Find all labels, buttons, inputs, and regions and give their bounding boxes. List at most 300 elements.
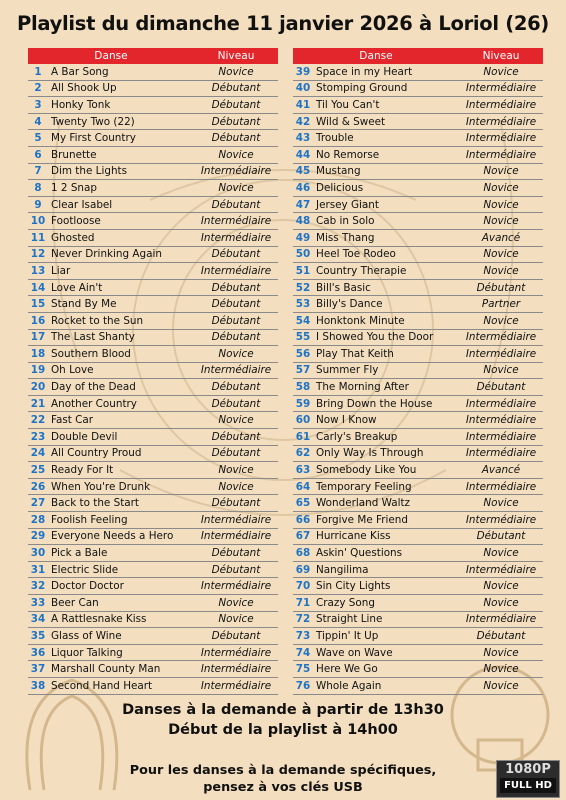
table-row xyxy=(28,528,278,545)
info-line-requests: Danses à la demande à partir de 13h30 xyxy=(122,702,444,718)
dance-name: Heel Toe Rodeo xyxy=(313,246,459,263)
dance-name: Wonderland Waltz xyxy=(313,495,459,512)
dance-name: Liar xyxy=(48,263,194,280)
dance-number: 5 xyxy=(28,130,48,147)
table-row xyxy=(28,462,278,479)
table-row xyxy=(293,196,543,213)
dance-level: Novice xyxy=(459,246,543,263)
usb-note xyxy=(0,762,566,796)
table-row xyxy=(293,644,543,661)
dance-name: A Bar Song xyxy=(48,64,194,80)
table-row xyxy=(293,213,543,230)
dance-number: 60 xyxy=(293,412,313,429)
table-body-right xyxy=(293,64,543,694)
table-row xyxy=(28,263,278,280)
dance-name: Nangilima xyxy=(313,561,459,578)
dance-level: Novice xyxy=(459,495,543,512)
column-header-level: Niveau xyxy=(194,48,278,64)
dance-number: 65 xyxy=(293,495,313,512)
dance-level: Intermédiaire xyxy=(459,113,543,130)
dance-name: Footloose xyxy=(48,213,194,230)
dance-level: Débutant xyxy=(194,545,278,562)
dance-name: 1 2 Snap xyxy=(48,180,194,197)
table-row xyxy=(28,661,278,678)
dance-number: 12 xyxy=(28,246,48,263)
dance-level: Novice xyxy=(194,595,278,612)
dance-level: Intermédiaire xyxy=(459,445,543,462)
dance-level: Novice xyxy=(194,146,278,163)
dance-number: 7 xyxy=(28,163,48,180)
dance-level: Débutant xyxy=(194,395,278,412)
badge-resolution: 1080P xyxy=(505,762,551,777)
dance-number: 22 xyxy=(28,412,48,429)
dance-level: Intermédiaire xyxy=(194,163,278,180)
table-row xyxy=(28,478,278,495)
table-row xyxy=(293,478,543,495)
dance-level: Novice xyxy=(459,677,543,694)
dance-number: 27 xyxy=(28,495,48,512)
dance-number: 54 xyxy=(293,312,313,329)
dance-name: Stand By Me xyxy=(48,296,194,313)
dance-number: 31 xyxy=(28,561,48,578)
dance-name: Honky Tonk xyxy=(48,97,194,114)
dance-level: Intermédiaire xyxy=(194,362,278,379)
dance-number: 42 xyxy=(293,113,313,130)
dance-level: Débutant xyxy=(194,495,278,512)
dance-number: 69 xyxy=(293,561,313,578)
dance-name: Ghosted xyxy=(48,229,194,246)
table-row xyxy=(293,346,543,363)
dance-number: 25 xyxy=(28,462,48,479)
dance-number: 9 xyxy=(28,196,48,213)
table-row xyxy=(28,180,278,197)
dance-name: Wild & Sweet xyxy=(313,113,459,130)
dance-number: 20 xyxy=(28,379,48,396)
dance-number: 68 xyxy=(293,545,313,562)
dance-level: Novice xyxy=(459,180,543,197)
dance-level: Débutant xyxy=(194,113,278,130)
dance-name: Stomping Ground xyxy=(313,80,459,97)
dance-number: 13 xyxy=(28,263,48,280)
dance-level: Débutant xyxy=(194,130,278,147)
dance-level: Avancé xyxy=(459,462,543,479)
dance-name: Somebody Like You xyxy=(313,462,459,479)
dance-name: Dim the Lights xyxy=(48,163,194,180)
dance-name: Billy's Dance xyxy=(313,296,459,313)
table-row xyxy=(293,628,543,645)
dance-name: Askin' Questions xyxy=(313,545,459,562)
dance-level: Débutant xyxy=(194,329,278,346)
dance-name: Tippin' It Up xyxy=(313,628,459,645)
dance-level: Intermédiaire xyxy=(194,512,278,529)
dance-number: 66 xyxy=(293,512,313,529)
dance-level: Débutant xyxy=(459,628,543,645)
dance-name: Cab in Solo xyxy=(313,213,459,230)
dance-level: Débutant xyxy=(194,429,278,446)
table-row xyxy=(293,429,543,446)
table-row xyxy=(293,279,543,296)
dance-level: Débutant xyxy=(194,628,278,645)
table-row xyxy=(293,296,543,313)
dance-level: Intermédiaire xyxy=(194,229,278,246)
dance-level: Novice xyxy=(459,578,543,595)
table-row xyxy=(28,445,278,462)
dance-level: Novice xyxy=(194,478,278,495)
dance-name: Pick a Bale xyxy=(48,545,194,562)
dance-level: Novice xyxy=(194,412,278,429)
dance-level: Débutant xyxy=(194,379,278,396)
dance-number: 34 xyxy=(28,611,48,628)
dance-number: 72 xyxy=(293,611,313,628)
dance-level: Intermédiaire xyxy=(194,677,278,694)
dance-name: Forgive Me Friend xyxy=(313,512,459,529)
dance-level: Novice xyxy=(459,163,543,180)
badge-label: FULL HD xyxy=(500,778,556,793)
dance-name: Sin City Lights xyxy=(313,578,459,595)
table-row xyxy=(293,512,543,529)
dance-name: Delicious xyxy=(313,180,459,197)
dance-level: Débutant xyxy=(194,97,278,114)
table-row xyxy=(28,113,278,130)
table-row xyxy=(293,312,543,329)
table-row xyxy=(28,644,278,661)
table-row xyxy=(28,80,278,97)
dance-number: 2 xyxy=(28,80,48,97)
dance-number: 49 xyxy=(293,229,313,246)
dance-number: 37 xyxy=(28,661,48,678)
table-row xyxy=(293,263,543,280)
dance-number: 73 xyxy=(293,628,313,645)
table-row xyxy=(293,528,543,545)
dance-level: Intermédiaire xyxy=(459,346,543,363)
table-row xyxy=(28,362,278,379)
table-row xyxy=(28,146,278,163)
dance-name: When You're Drunk xyxy=(48,478,194,495)
dance-name: Country Therapie xyxy=(313,263,459,280)
dance-level: Intermédiaire xyxy=(194,661,278,678)
dance-name: Second Hand Heart xyxy=(48,677,194,694)
table-row xyxy=(28,395,278,412)
dance-level: Intermédiaire xyxy=(194,213,278,230)
dance-name: Day of the Dead xyxy=(48,379,194,396)
dance-name: All Shook Up xyxy=(48,80,194,97)
table-row xyxy=(293,677,543,694)
table-row xyxy=(28,677,278,694)
dance-level: Novice xyxy=(459,545,543,562)
dance-level: Intermédiaire xyxy=(459,146,543,163)
dance-name: Hurricane Kiss xyxy=(313,528,459,545)
table-row xyxy=(28,429,278,446)
dance-number: 14 xyxy=(28,279,48,296)
dance-number: 35 xyxy=(28,628,48,645)
dance-name: Crazy Song xyxy=(313,595,459,612)
table-row xyxy=(293,561,543,578)
dance-number: 48 xyxy=(293,213,313,230)
dance-name: Glass of Wine xyxy=(48,628,194,645)
table-row xyxy=(293,412,543,429)
dance-name: Electric Slide xyxy=(48,561,194,578)
table-row xyxy=(28,329,278,346)
dance-level: Novice xyxy=(459,196,543,213)
table-row xyxy=(28,213,278,230)
dance-number: 10 xyxy=(28,213,48,230)
table-row xyxy=(28,279,278,296)
dance-number: 43 xyxy=(293,130,313,147)
hd-badge xyxy=(496,760,560,798)
table-row xyxy=(28,611,278,628)
dance-level: Intermédiaire xyxy=(459,429,543,446)
dance-level: Novice xyxy=(459,263,543,280)
dance-number: 71 xyxy=(293,595,313,612)
dance-number: 47 xyxy=(293,196,313,213)
dance-number: 8 xyxy=(28,180,48,197)
dance-level: Débutant xyxy=(194,80,278,97)
dance-name: Bill's Basic xyxy=(313,279,459,296)
dance-level: Intermédiaire xyxy=(459,478,543,495)
dance-name: Bring Down the House xyxy=(313,395,459,412)
dance-name: Temporary Feeling xyxy=(313,478,459,495)
dance-name: Carly's Breakup xyxy=(313,429,459,446)
table-row xyxy=(28,412,278,429)
dance-level: Novice xyxy=(194,64,278,80)
note-line-2: pensez à vos clés USB xyxy=(203,780,363,795)
table-row xyxy=(28,229,278,246)
dance-number: 38 xyxy=(28,677,48,694)
table-row xyxy=(293,545,543,562)
dance-level: Novice xyxy=(459,312,543,329)
dance-number: 32 xyxy=(28,578,48,595)
dance-name: No Remorse xyxy=(313,146,459,163)
dance-level: Novice xyxy=(194,180,278,197)
dance-level: Novice xyxy=(194,611,278,628)
table-body-left xyxy=(28,64,278,694)
dance-name: Miss Thang xyxy=(313,229,459,246)
dance-name: Trouble xyxy=(313,130,459,147)
dance-number: 18 xyxy=(28,346,48,363)
dance-level: Débutant xyxy=(194,312,278,329)
table-row xyxy=(28,512,278,529)
dance-level: Débutant xyxy=(194,561,278,578)
dance-name: A Rattlesnake Kiss xyxy=(48,611,194,628)
dance-name: Twenty Two (22) xyxy=(48,113,194,130)
table-row xyxy=(28,545,278,562)
table-row xyxy=(28,628,278,645)
table-row xyxy=(293,163,543,180)
dance-name: Never Drinking Again xyxy=(48,246,194,263)
dance-level: Novice xyxy=(459,595,543,612)
dance-name: Whole Again xyxy=(313,677,459,694)
table-row xyxy=(293,246,543,263)
dance-name: Space in my Heart xyxy=(313,64,459,80)
dance-number: 45 xyxy=(293,163,313,180)
dance-name: Foolish Feeling xyxy=(48,512,194,529)
dance-number: 64 xyxy=(293,478,313,495)
dance-name: Mustang xyxy=(313,163,459,180)
dance-name: Liquor Talking xyxy=(48,644,194,661)
table-header xyxy=(28,48,278,64)
dance-number: 24 xyxy=(28,445,48,462)
dance-level: Débutant xyxy=(194,246,278,263)
dance-number: 56 xyxy=(293,346,313,363)
dance-level: Intermédiaire xyxy=(459,412,543,429)
table-row xyxy=(293,146,543,163)
table-row xyxy=(28,578,278,595)
dance-level: Intermédiaire xyxy=(459,561,543,578)
column-header-dance: Danse xyxy=(293,48,459,64)
dance-level: Intermédiaire xyxy=(194,644,278,661)
column-header-dance: Danse xyxy=(28,48,194,64)
dance-name: The Last Shanty xyxy=(48,329,194,346)
dance-name: Doctor Doctor xyxy=(48,578,194,595)
table-row xyxy=(293,180,543,197)
dance-level: Intermédiaire xyxy=(194,263,278,280)
table-row xyxy=(28,379,278,396)
dance-name: Play That Keith xyxy=(313,346,459,363)
dance-number: 39 xyxy=(293,64,313,80)
dance-level: Intermédiaire xyxy=(459,97,543,114)
dance-level: Débutant xyxy=(194,445,278,462)
dance-name: Rocket to the Sun xyxy=(48,312,194,329)
dance-number: 15 xyxy=(28,296,48,313)
dance-number: 4 xyxy=(28,113,48,130)
dance-number: 30 xyxy=(28,545,48,562)
dance-number: 53 xyxy=(293,296,313,313)
table-row xyxy=(28,312,278,329)
info-line-start: Début de la playlist à 14h00 xyxy=(168,722,398,738)
dance-name: Oh Love xyxy=(48,362,194,379)
dance-name: Jersey Giant xyxy=(313,196,459,213)
table-row xyxy=(293,362,543,379)
dance-level: Intermédiaire xyxy=(459,130,543,147)
dance-name: Straight Line xyxy=(313,611,459,628)
dance-level: Débutant xyxy=(194,196,278,213)
dance-level: Novice xyxy=(459,644,543,661)
dance-name: Til You Can't xyxy=(313,97,459,114)
dance-level: Intermédiaire xyxy=(459,329,543,346)
table-row xyxy=(293,395,543,412)
dance-name: I Showed You the Door xyxy=(313,329,459,346)
dance-name: The Morning After xyxy=(313,379,459,396)
dance-name: Clear Isabel xyxy=(48,196,194,213)
dance-level: Débutant xyxy=(459,528,543,545)
table-row xyxy=(293,462,543,479)
dance-level: Novice xyxy=(194,462,278,479)
dance-number: 59 xyxy=(293,395,313,412)
table-row xyxy=(28,561,278,578)
dance-name: Double Devil xyxy=(48,429,194,446)
table-row xyxy=(28,346,278,363)
dance-number: 29 xyxy=(28,528,48,545)
dance-number: 11 xyxy=(28,229,48,246)
dance-level: Intermédiaire xyxy=(459,611,543,628)
dance-name: Love Ain't xyxy=(48,279,194,296)
dance-number: 21 xyxy=(28,395,48,412)
dance-number: 33 xyxy=(28,595,48,612)
dance-name: Southern Blood xyxy=(48,346,194,363)
dance-name: Honktonk Minute xyxy=(313,312,459,329)
dance-level: Intermédiaire xyxy=(459,395,543,412)
playlist-table-left xyxy=(28,48,278,695)
dance-level: Novice xyxy=(459,362,543,379)
dance-level: Novice xyxy=(459,661,543,678)
dance-name: Everyone Needs a Hero xyxy=(48,528,194,545)
dance-number: 28 xyxy=(28,512,48,529)
dance-name: All Country Proud xyxy=(48,445,194,462)
table-row xyxy=(293,495,543,512)
dance-number: 57 xyxy=(293,362,313,379)
table-row xyxy=(28,246,278,263)
dance-name: My First Country xyxy=(48,130,194,147)
dance-number: 23 xyxy=(28,429,48,446)
dance-number: 50 xyxy=(293,246,313,263)
dance-number: 41 xyxy=(293,97,313,114)
dance-number: 63 xyxy=(293,462,313,479)
dance-level: Novice xyxy=(459,64,543,80)
dance-number: 61 xyxy=(293,429,313,446)
dance-number: 40 xyxy=(293,80,313,97)
dance-name: Summer Fly xyxy=(313,362,459,379)
dance-name: Only Way Is Through xyxy=(313,445,459,462)
table-row xyxy=(28,495,278,512)
dance-number: 75 xyxy=(293,661,313,678)
dance-name: Ready For It xyxy=(48,462,194,479)
dance-level: Novice xyxy=(194,346,278,363)
table-row xyxy=(293,113,543,130)
table-row xyxy=(293,80,543,97)
table-row xyxy=(293,97,543,114)
table-row xyxy=(293,445,543,462)
table-row xyxy=(293,229,543,246)
table-row xyxy=(293,661,543,678)
page-title: Playlist du dimanche 11 janvier 2026 à Loriol (26) xyxy=(16,12,550,35)
table-row xyxy=(293,329,543,346)
table-row xyxy=(28,64,278,80)
table-row xyxy=(28,196,278,213)
dance-number: 76 xyxy=(293,677,313,694)
dance-name: Wave on Wave xyxy=(313,644,459,661)
table-row xyxy=(28,296,278,313)
dance-number: 44 xyxy=(293,146,313,163)
dance-number: 58 xyxy=(293,379,313,396)
table-row xyxy=(293,611,543,628)
dance-name: Back to the Start xyxy=(48,495,194,512)
table-row xyxy=(28,163,278,180)
dance-level: Intermédiaire xyxy=(459,512,543,529)
dance-level: Intermédiaire xyxy=(194,528,278,545)
table-row xyxy=(28,595,278,612)
dance-name: Brunette xyxy=(48,146,194,163)
table-row xyxy=(28,97,278,114)
note-line-1: Pour les danses à la demande spécifiques, xyxy=(129,763,437,778)
dance-number: 36 xyxy=(28,644,48,661)
dance-level: Débutant xyxy=(194,279,278,296)
dance-number: 1 xyxy=(28,64,48,80)
dance-number: 26 xyxy=(28,478,48,495)
dance-number: 74 xyxy=(293,644,313,661)
dance-name: Marshall County Man xyxy=(48,661,194,678)
column-header-level: Niveau xyxy=(459,48,543,64)
dance-name: Another Country xyxy=(48,395,194,412)
table-row xyxy=(293,578,543,595)
dance-number: 52 xyxy=(293,279,313,296)
dance-level: Débutant xyxy=(459,379,543,396)
dance-level: Intermédiaire xyxy=(459,80,543,97)
dance-number: 6 xyxy=(28,146,48,163)
table-row xyxy=(293,64,543,80)
dance-level: Intermédiaire xyxy=(194,578,278,595)
dance-number: 70 xyxy=(293,578,313,595)
table-row xyxy=(28,130,278,147)
